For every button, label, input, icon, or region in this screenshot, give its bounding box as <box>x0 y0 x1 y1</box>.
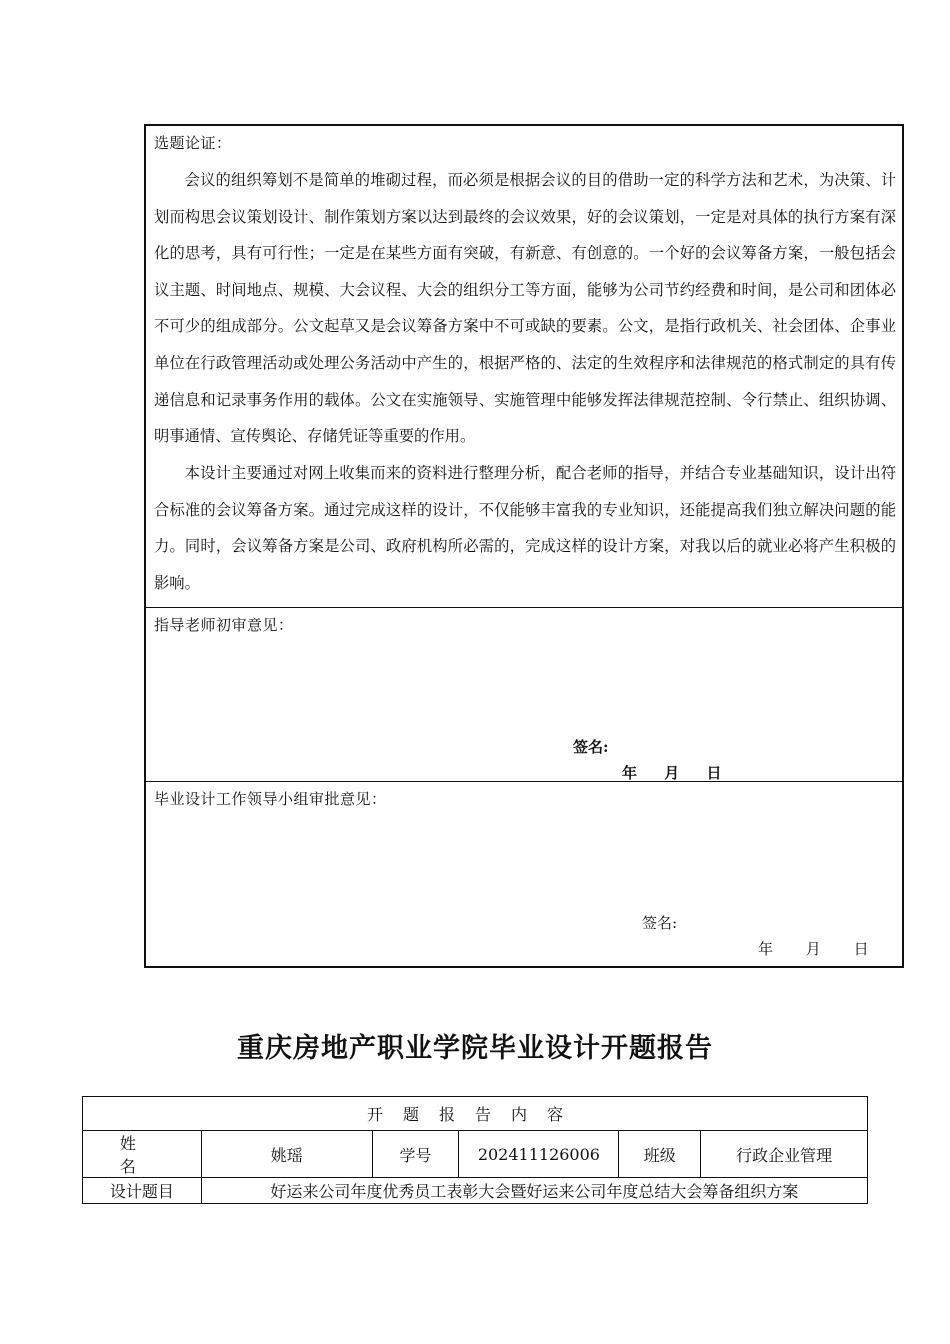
advisor-date-day: 日 <box>706 764 722 782</box>
name-label: 姓 名 <box>83 1131 202 1178</box>
class-label: 班级 <box>619 1131 701 1178</box>
group-approval-section <box>146 782 902 968</box>
advisor-review-label: 指导老师初审意见： <box>154 616 294 634</box>
name-value: 姚瑶 <box>201 1131 372 1178</box>
advisor-date-month: 月 <box>664 764 680 782</box>
report-content-header: 开题报告内容 <box>83 1097 868 1131</box>
review-form-table <box>144 124 904 968</box>
topic-paragraph-1: 会议的组织筹划不是简单的堆砌过程，而必须是根据会议的目的借助一定的科学方法和艺术，为决策、计划而构思会议策划设计、制作策划方案以达到最终的会议效果，好的会议策划，一定是对具体的执行方案有深化的思考，具有可行性；一定是在某些方面有突破，有新意、有创意的。一个好的会议筹备方案，一般包括会议主题、时间地点、规模、大会议程、大会的组织分工等方面，能够为公司节约经费和时间，是公司和团体必不可少的组成部分。公文起草又是会议筹备方案中不可或缺的要素。公文，是指行政机关、社会团体、企事业单位在行政管理活动或处理公务活动中产生的，根据严格的、法定的生效程序和法律规范的格式制定的具有传递信息和记录事务作用的载体。公文在实施领导、实施管理中能够发挥法律规范控制、令行禁止、组织协调、明事通情、宣传舆论、存储凭证等重要的作用。 <box>154 171 896 446</box>
student-id-value: 202411126006 <box>459 1131 619 1178</box>
topic-paragraph-2: 本设计主要通过对网上收集而来的资料进行整理分析，配合老师的指导，并结合专业基础知识，设计出符合标准的会议筹备方案。通过完成这样的设计，不仅能够丰富我的专业知识，还能提高我们独立解决问题的能力。同时，会议筹备方案是公司、政府机构所必需的，完成这样的设计方案，对我以后的就业必将产生积极的影响。 <box>154 464 896 592</box>
topic-argument-label: 选题论证： <box>154 134 232 152</box>
group-date-day: 日 <box>853 940 869 958</box>
advisor-date <box>622 762 722 783</box>
class-value: 行政企业管理 <box>701 1131 868 1178</box>
advisor-review-section <box>146 608 902 782</box>
advisor-date-year: 年 <box>622 764 638 782</box>
group-approval-label: 毕业设计工作领导小组审批意见： <box>154 790 387 808</box>
design-topic-label: 设计题目 <box>83 1178 202 1204</box>
group-date-year: 年 <box>758 940 774 958</box>
design-topic-value: 好运来公司年度优秀员工表彰大会暨好运来公司年度总结大会筹备组织方案 <box>201 1178 867 1204</box>
report-title: 重庆房地产职业学院毕业设计开题报告 <box>237 1033 713 1064</box>
report-info-table <box>82 1096 868 1204</box>
student-id-label: 学号 <box>372 1131 459 1178</box>
group-date-month: 月 <box>805 940 821 958</box>
advisor-signature-label: 签名: <box>573 738 609 756</box>
group-date <box>758 938 869 959</box>
group-signature-label: 签名: <box>642 914 678 932</box>
topic-argument-section <box>146 126 902 608</box>
